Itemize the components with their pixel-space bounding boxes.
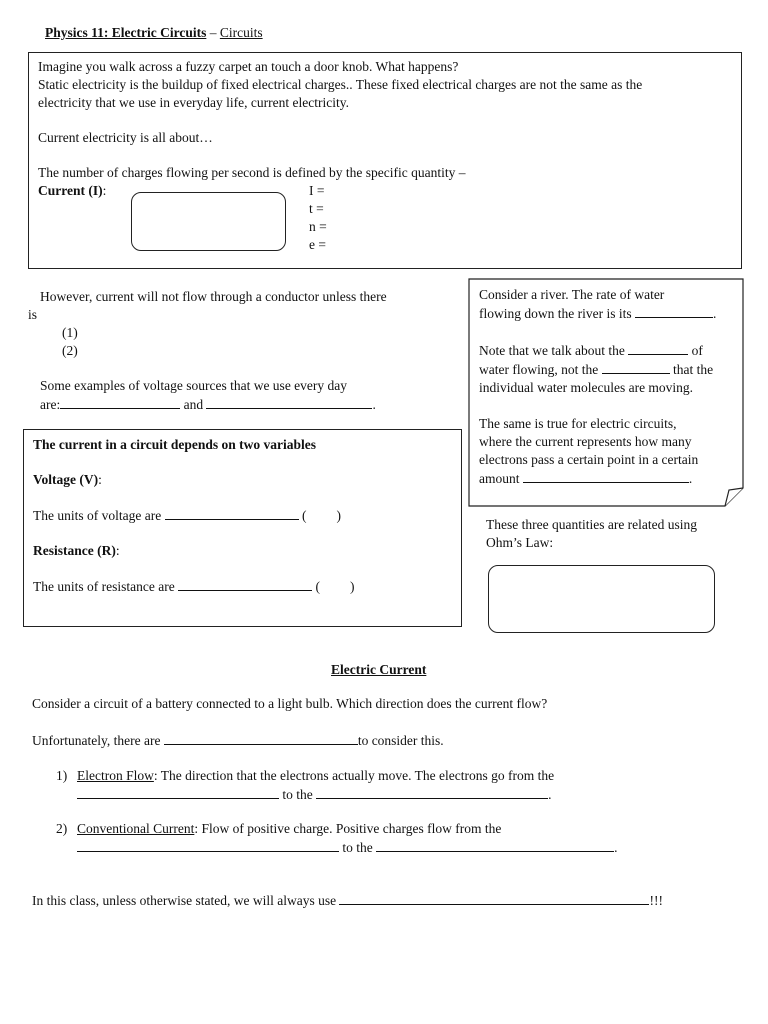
conventional-to-blank[interactable] xyxy=(376,838,614,852)
final-statement: In this class, unless otherwise stated, we will always use !!! xyxy=(32,893,663,908)
river-p3a: The same is true for electric circuits, xyxy=(479,416,677,431)
conventions-line: Unfortunately, there are to consider this. xyxy=(32,733,444,748)
topic-title: Circuits xyxy=(219,25,263,40)
river-note xyxy=(479,286,741,488)
river-p1b: flowing down the river is its . xyxy=(479,306,717,321)
var-i: I = xyxy=(309,183,325,198)
electron-flow-term: Electron Flow xyxy=(77,768,154,783)
intro-line-1: Imagine you walk across a fuzzy carpet an touch a door knob. What happens? xyxy=(38,59,459,74)
examples-line-1: Some examples of voltage sources that we use every day xyxy=(40,378,348,393)
river-blank-2[interactable] xyxy=(628,341,688,355)
examples-are: are: xyxy=(40,397,61,412)
var-e: e = xyxy=(309,237,326,252)
resistance-units-blank[interactable] xyxy=(178,577,312,591)
current-term: Current (I) xyxy=(38,183,103,198)
current-question: Consider a circuit of a battery connected to a light bulb. Which direction does the current flow? xyxy=(32,696,548,711)
resistance-units-line: The units of resistance are ( ) xyxy=(33,579,355,594)
conductor-text xyxy=(40,288,460,306)
current-formula-box[interactable] xyxy=(131,192,286,251)
examples-and: and xyxy=(183,397,204,412)
intro-line-2: Static electricity is the buildup of fixed electrical charges.. These fixed electrical charges are not the same as the xyxy=(38,77,643,92)
title-dash: – xyxy=(206,25,220,40)
variables-heading: The current in a circuit depends on two variables xyxy=(33,437,317,452)
examples-period: . xyxy=(372,397,376,412)
intro-line-4: Current electricity is all about… xyxy=(38,130,213,145)
intro-line-3: electricity that we use in everyday life, current electricity. xyxy=(38,95,349,110)
ohm-text: These three quantities are related using Ohm’s Law: xyxy=(486,517,698,550)
var-t: t = xyxy=(309,201,324,216)
river-p1a: Consider a river. The rate of water xyxy=(479,287,665,302)
river-p2c: individual water molecules are moving. xyxy=(479,380,694,395)
river-blank-4[interactable] xyxy=(523,469,689,483)
page-header xyxy=(45,24,263,42)
current-label xyxy=(38,182,106,200)
river-blank-3[interactable] xyxy=(602,360,670,374)
electron-flow-blanks: to the . xyxy=(77,785,552,804)
river-p3c: electrons pass a certain point in a certain xyxy=(479,452,699,467)
voltage-label: Voltage (V): xyxy=(33,472,102,487)
electron-to-blank[interactable] xyxy=(316,785,548,799)
condition-1: (1) xyxy=(62,325,78,340)
river-p3b: where the current represents how many xyxy=(479,434,692,449)
voltage-source-blank-1[interactable] xyxy=(60,395,180,409)
variables-box xyxy=(23,429,462,627)
electron-from-blank[interactable] xyxy=(77,785,279,799)
resistance-label: Resistance (R): xyxy=(33,543,120,558)
river-rate-blank[interactable] xyxy=(635,304,713,318)
river-p2b: water flowing, not the that the xyxy=(479,362,714,377)
ohm-law-box[interactable] xyxy=(488,565,715,633)
voltage-source-blank-2[interactable] xyxy=(206,395,372,409)
voltage-units-blank[interactable] xyxy=(165,506,299,520)
intro-text xyxy=(38,58,738,112)
item-2-number: 2) xyxy=(56,821,68,836)
item-1-number: 1) xyxy=(56,768,68,783)
course-title: Physics 11: Electric Circuits xyxy=(45,25,207,40)
intro-line-5: The number of charges flowing per second is defined by the specific quantity – xyxy=(38,165,466,180)
var-n: n = xyxy=(309,219,327,234)
conductor-line-2: is xyxy=(28,307,38,322)
condition-2: (2) xyxy=(62,343,78,358)
examples-line-2 xyxy=(40,395,376,414)
river-p3d: amount . xyxy=(479,471,693,486)
conventional-current-blanks: to the . xyxy=(77,838,618,857)
conductor-line-1: However, current will not flow through a conductor unless there xyxy=(40,289,387,304)
conventional-current-line: Conventional Current: Flow of positive charge. Positive charges flow from the xyxy=(77,821,502,836)
river-p2a: Note that we talk about the of xyxy=(479,343,703,358)
conventional-current-term: Conventional Current xyxy=(77,821,195,836)
voltage-units-line: The units of voltage are ( ) xyxy=(33,508,341,523)
section-title: Electric Current xyxy=(331,662,427,677)
current-colon: : xyxy=(102,183,107,198)
conventions-blank[interactable] xyxy=(164,731,358,745)
current-variables xyxy=(309,182,327,254)
conventional-from-blank[interactable] xyxy=(77,838,339,852)
final-blank[interactable] xyxy=(339,891,649,905)
electron-flow-line: Electron Flow: The direction that the electrons actually move. The electrons go from the xyxy=(77,768,555,783)
